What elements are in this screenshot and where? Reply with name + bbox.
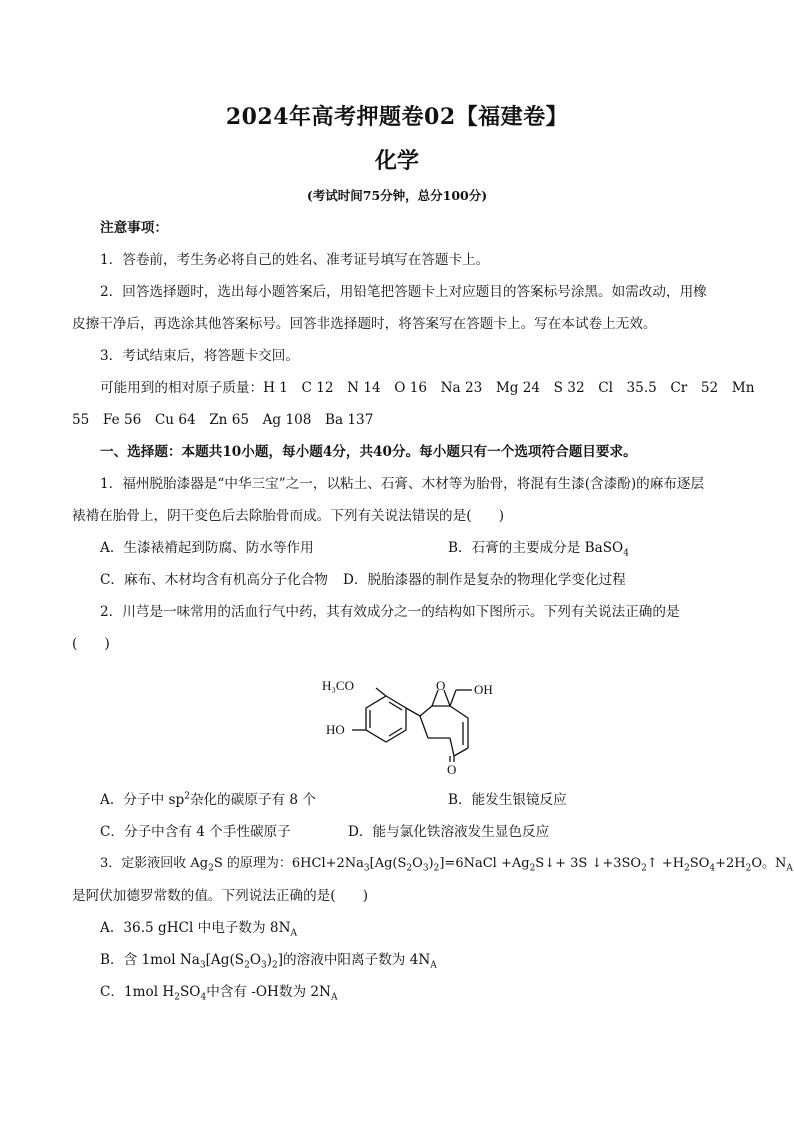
q1-stem-a: 1．福州脱胎漆器是“中华三宝”之一，以粘土、石膏、木材等为胎骨，将混有生漆(含漆酚)的麻布逐层 [100, 476, 705, 492]
q2-option-b: B．能发生银镜反应 [448, 792, 567, 808]
q3-t9: SO [689, 856, 710, 871]
q3-b-s5: A [430, 960, 437, 971]
q3-b-t2: [Ag(S [205, 952, 245, 968]
benzene-double-2 [389, 728, 402, 736]
notice-heading: 注意事项： [100, 220, 168, 236]
q2-option-row-2 [100, 822, 760, 842]
notice-item-3: 3．考试结束后，将答题卡交回。 [100, 348, 299, 364]
molecule-structure [316, 668, 506, 776]
q3-c-s2: 4 [200, 992, 207, 1003]
q1-option-b-text: B．石膏的主要成分是 BaSO [448, 540, 624, 556]
q2-stem-b: ( ) [72, 636, 110, 652]
q3-b-t3: O [249, 952, 261, 968]
bond-methoxy [376, 688, 386, 696]
bond-to-alkene [450, 706, 468, 718]
q3-s8: 2 [684, 863, 690, 874]
q3-b-s3: 3 [260, 960, 267, 971]
q3-s11: A [786, 863, 793, 874]
q3-t6: ]=6NaCl +Ag [439, 856, 530, 871]
q1-stem-b: 裱褙在胎骨上，阴干变色后去除胎骨而成。下列有关说法错误的是( ) [72, 508, 505, 524]
q2-option-d: D．能与氯化铁溶液发生显色反应 [348, 824, 550, 840]
q2-option-a-post: 杂化的碳原子有 8 个 [189, 792, 316, 808]
page-title: 2024年高考押题卷02【福建卷】 [225, 104, 569, 130]
q1-option-d: D．脱胎漆器的制作是复杂的物理化学变化过程 [343, 572, 626, 588]
atomic-mass-line-1: 可能用到的相对原子质量：H 1 C 12 N 14 O 16 Na 23 Mg 24 S 32 Cl 35.5 Cr 52 Mn [100, 380, 755, 396]
q3-option-a [100, 918, 760, 938]
q3-s1: 2 [208, 863, 214, 874]
label-oh: OH [474, 682, 493, 697]
q3-s6: 2 [529, 863, 536, 874]
q3-c-t1: C．1mol H [100, 984, 175, 1000]
q3-option-c [100, 982, 760, 1002]
q3-s5: 2 [433, 863, 440, 874]
q3-t11: O。N [751, 856, 787, 871]
notice-item-1: 1．答卷前，考生务必将自己的姓名、准考证号填写在答题卡上。 [100, 252, 490, 268]
q2-option-a-sup: 2 [184, 791, 190, 802]
q3-t10: +2H [715, 856, 746, 871]
bond-ketone-ring [450, 738, 454, 756]
q3-t3: [Ag(S [369, 856, 407, 871]
q2-option-a [100, 792, 316, 808]
q3-b-t5: ]的溶液中阳离子数为 4N [277, 952, 431, 968]
benzene-double-1 [389, 702, 402, 710]
q1-option-row-1 [100, 538, 760, 558]
q3-c-t3: 中含有 -OH数为 2N [206, 984, 331, 1000]
q3-c-t2: SO [179, 984, 201, 1000]
label-ho: HO [326, 722, 345, 737]
q3-t5: ) [428, 856, 434, 871]
q3-t7: S↓+ 3S ↓+3SO [535, 856, 642, 871]
q3-b-s2: 2 [244, 960, 250, 971]
q1-option-a: A．生漆裱褙起到防腐、防水等作用 [100, 540, 314, 556]
q3-t2: S 的原理为：6HCl+2Na [213, 856, 364, 871]
q3-t8: ↑ +H [646, 856, 685, 871]
bond-to-ch2oh [450, 690, 456, 706]
q3-b-s1: 3 [199, 960, 206, 971]
q3-s4: 3 [422, 863, 429, 874]
notice-item-2b: 皮擦干净后，再选涂其他答案标号。回答非选择题时，将答案写在答题卡上。写在本试卷上无效。 [72, 316, 657, 332]
atomic-mass-line-2: 55 Fe 56 Cu 64 Zn 65 Ag 108 Ba 137 [72, 412, 374, 428]
q3-b-t4: ) [266, 952, 273, 968]
q3-s2: 3 [363, 863, 370, 874]
q3-t1: 3．定影液回收 Ag [100, 856, 209, 871]
q3-option-a-sub: A [290, 928, 297, 939]
q2-option-row-1 [100, 790, 760, 810]
bond-alkene-ketone [454, 748, 468, 756]
q3-s3: 2 [406, 863, 413, 874]
q3-option-a-text: A．36.5 gHCl 中电子数为 8N [100, 920, 291, 936]
q3-b-s4: 2 [272, 960, 278, 971]
q1-option-c: C．麻布、木材均含有机高分子化合物 [100, 572, 328, 588]
benzene-ring [366, 696, 406, 742]
q3-t4: O [412, 856, 423, 871]
q3-option-b [100, 950, 760, 970]
exam-info: (考试时间75分钟，总分100分) [306, 188, 488, 203]
section-heading: 一、选择题：本题共10小题，每小题4分，共40分。每小题只有一个选项符合题目要求。 [100, 444, 637, 460]
label-h3co: H₃CO [322, 678, 354, 693]
bond-aryl-bicycle [406, 708, 420, 716]
label-o-bridge: O [436, 678, 446, 693]
q2-option-a-pre: A．分子中 sp [100, 792, 185, 808]
q3-stem-b: 是阿伏加德罗常数的值。下列说法正确的是( ) [72, 888, 369, 904]
q1-option-b [448, 538, 629, 558]
q2-stem-a: 2．川芎是一味常用的活血行气中药，其有效成分之一的结构如下图所示。下列有关说法正确的是 [100, 604, 680, 620]
notice-item-2a: 2．回答选择题时，选出每小题答案后，用铅笔把答题卡上对应题目的答案标号涂黑。如需改动，用橡 [100, 284, 707, 300]
subject-title: 化学 [374, 148, 419, 174]
bond-ring-lower [420, 716, 428, 738]
label-o-ketone: O [447, 762, 457, 776]
q3-c-s1: 2 [174, 992, 180, 1003]
q3-s10: 2 [745, 863, 752, 874]
q3-s9: 4 [709, 863, 716, 874]
q3-c-s3: A [330, 992, 338, 1003]
q3-b-t1: B．含 1mol Na [100, 952, 200, 968]
q1-option-b-sub: 4 [623, 548, 629, 559]
q1-option-row-2 [100, 570, 760, 590]
bond-c-bridgehead [420, 706, 432, 716]
q3-s7: 2 [641, 863, 647, 874]
q3-stem-a [100, 854, 793, 874]
q2-option-c: C．分子中含有 4 个手性碳原子 [100, 824, 291, 840]
